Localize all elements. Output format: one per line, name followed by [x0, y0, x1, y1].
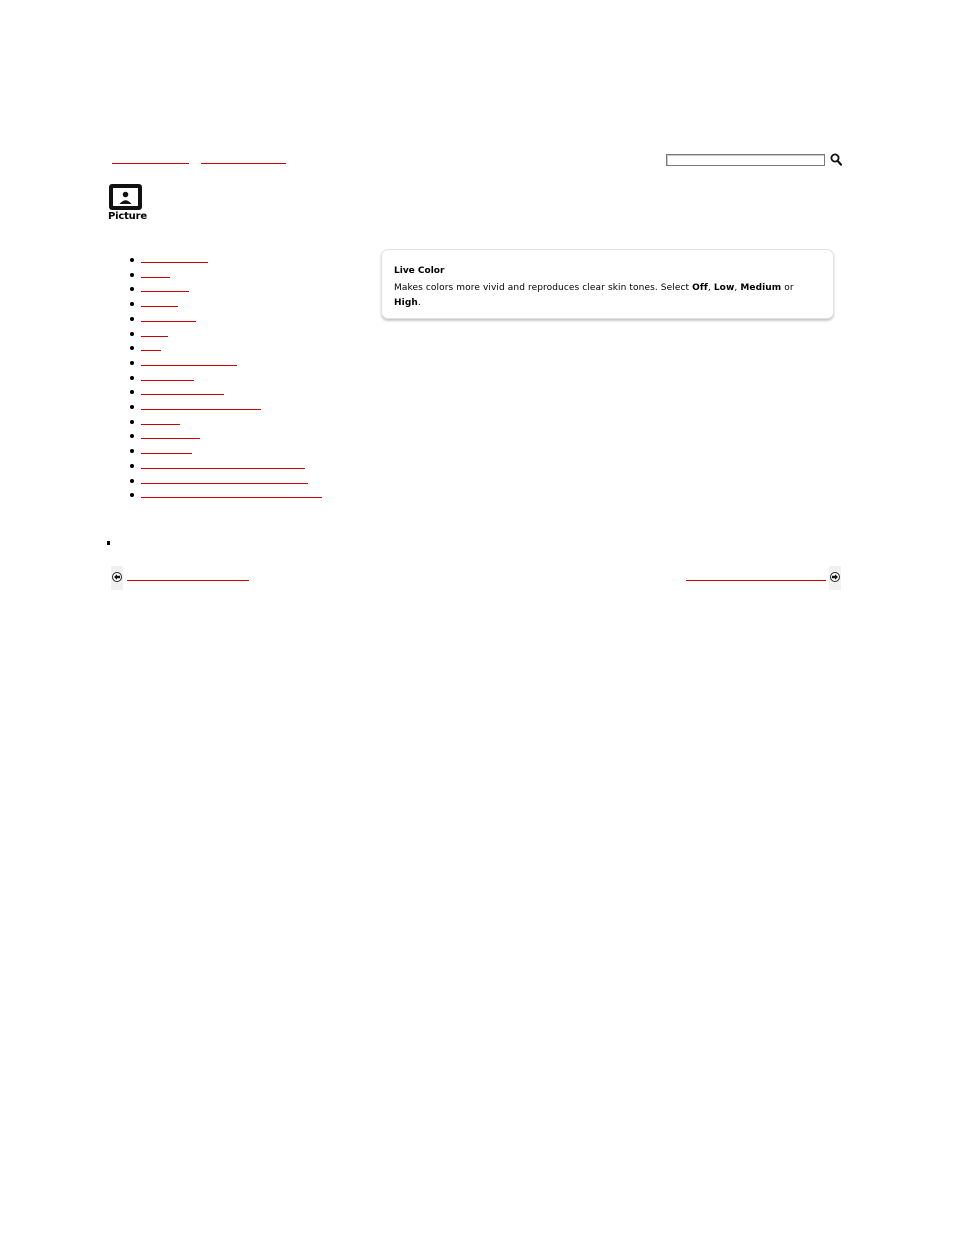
- bullet-icon: [130, 390, 134, 394]
- bullet-icon: [130, 405, 134, 409]
- panel-title: Live Color: [394, 266, 445, 276]
- side-menu-link[interactable]: [141, 394, 224, 395]
- bullet-icon: [130, 376, 134, 380]
- panel-description: Makes colors more vivid and reproduces clear skin tones. Select Off, Low, Medium or High.: [394, 283, 794, 308]
- side-menu-link[interactable]: [141, 365, 237, 366]
- bullet-icon: [130, 361, 134, 365]
- bullet-icon: [130, 479, 134, 483]
- side-menu-link[interactable]: [141, 468, 305, 469]
- option-high: High: [394, 298, 418, 308]
- option-medium: Medium: [740, 283, 782, 293]
- side-menu-link[interactable]: [141, 483, 308, 484]
- side-menu-link[interactable]: [141, 277, 170, 278]
- search-icon: [829, 152, 843, 167]
- bullet-icon: [130, 258, 134, 262]
- option-low: Low: [713, 283, 735, 293]
- bullet-icon: [130, 434, 134, 438]
- bullet-icon: [130, 317, 134, 321]
- section-label: Picture: [108, 211, 147, 222]
- bullet-icon: [130, 449, 134, 453]
- info-panel: [381, 249, 834, 319]
- side-menu-link[interactable]: [141, 321, 196, 322]
- side-menu-link[interactable]: [141, 306, 178, 307]
- side-menu-link[interactable]: [141, 336, 168, 337]
- side-menu-link[interactable]: [141, 438, 200, 439]
- bullet-icon: [130, 287, 134, 291]
- breadcrumb-link-2[interactable]: [201, 162, 286, 164]
- search-button[interactable]: [829, 152, 843, 167]
- side-menu-link[interactable]: [141, 350, 161, 351]
- side-menu-link[interactable]: [141, 291, 189, 292]
- side-menu-link[interactable]: [141, 497, 322, 498]
- picture-icon: [109, 184, 142, 210]
- next-page-link[interactable]: [686, 580, 826, 581]
- side-menu-link[interactable]: [141, 262, 208, 263]
- bullet-icon: [130, 332, 134, 336]
- side-menu-link[interactable]: [141, 380, 194, 381]
- bullet-icon: [130, 493, 134, 497]
- bullet-icon: [130, 464, 134, 468]
- breadcrumb-link-1[interactable]: [112, 162, 189, 164]
- bullet-icon: [130, 420, 134, 424]
- arrow-left-icon: [112, 572, 122, 582]
- bullet-icon: [130, 273, 134, 277]
- side-menu-link[interactable]: [141, 453, 192, 454]
- option-off: Off: [692, 283, 708, 293]
- bullet-icon: [130, 302, 134, 306]
- prev-page-button[interactable]: [111, 566, 123, 590]
- side-menu-link[interactable]: [141, 424, 180, 425]
- bullet-icon: [130, 346, 134, 350]
- arrow-right-icon: [830, 572, 840, 582]
- list-marker: [107, 541, 110, 545]
- prev-page-link[interactable]: [127, 580, 249, 581]
- search-input[interactable]: [666, 154, 825, 166]
- side-menu-link[interactable]: [141, 409, 261, 410]
- next-page-button[interactable]: [829, 566, 841, 590]
